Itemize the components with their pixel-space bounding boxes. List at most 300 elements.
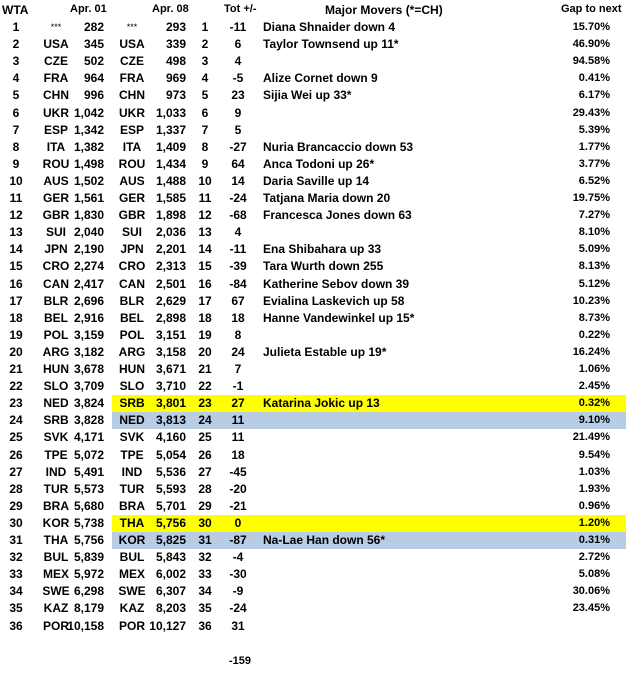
table-row — [0, 583, 632, 600]
points-apr01-cell: 2,040 — [73, 225, 104, 240]
country-apr08-cell: ROU — [118, 156, 146, 171]
total-change-cell: -21 — [229, 498, 247, 513]
country-apr08-cell: BUL — [119, 550, 145, 565]
rank-apr08-cell: 2 — [201, 37, 209, 52]
rank-cell: 6 — [12, 105, 20, 120]
points-apr01-cell: 964 — [83, 71, 104, 86]
country-apr01-cell: SLO — [43, 379, 69, 394]
rank-apr08-cell: 34 — [198, 584, 212, 599]
total-change-cell: 67 — [231, 293, 245, 308]
gap-to-next-cell: 1.20% — [578, 516, 610, 529]
total-change-cell: -4 — [232, 550, 244, 565]
major-mover-cell: Na-Lae Han down 56* — [263, 533, 386, 547]
table-row — [0, 361, 632, 378]
rank-apr08-cell: 19 — [198, 327, 212, 342]
country-apr01-cell: POR — [42, 618, 69, 633]
rank-apr08-cell: 31 — [198, 533, 212, 547]
gap-to-next-cell: 23.45% — [572, 602, 610, 615]
header-gap: Gap to next — [561, 3, 622, 15]
points-apr01-cell: 1,382 — [73, 139, 104, 154]
country-apr01-cell: BRA — [43, 498, 69, 513]
gap-to-next-cell: 5.39% — [578, 123, 610, 136]
major-mover-cell: Katherine Sebov down 39 — [263, 276, 410, 291]
country-apr01-cell: BEL — [44, 310, 68, 325]
table-row — [0, 87, 632, 104]
points-apr01-cell: 2,190 — [73, 242, 104, 257]
points-apr08-cell: 1,409 — [155, 139, 186, 154]
country-apr01-cell: CHN — [43, 88, 69, 103]
rank-apr08-cell: 8 — [201, 139, 209, 154]
table-row — [0, 276, 632, 293]
rank-cell: 9 — [12, 156, 20, 171]
header-wta: WTA — [2, 3, 29, 17]
table-row — [0, 481, 632, 498]
points-apr01-cell: 5,072 — [73, 447, 104, 462]
points-apr01-cell: 3,709 — [73, 379, 104, 394]
rank-apr08-cell: 7 — [201, 122, 209, 137]
points-apr01-cell: 8,179 — [73, 601, 104, 616]
points-apr01-cell: 4,171 — [73, 430, 104, 445]
country-apr08-cell: POL — [119, 327, 145, 342]
points-apr08-cell: 1,585 — [155, 191, 186, 205]
country-apr01-cell: ARG — [42, 344, 70, 359]
country-apr01-cell: BLR — [43, 293, 69, 308]
header-tot: Tot +/- — [224, 3, 257, 15]
table-row — [0, 515, 632, 532]
total-change-cell: -87 — [229, 533, 247, 547]
rank-cell: 25 — [9, 430, 23, 445]
table-row — [0, 139, 632, 156]
points-apr08-cell: 2,036 — [155, 225, 186, 240]
points-apr01-cell: 5,756 — [73, 533, 104, 547]
gap-to-next-cell: 6.52% — [578, 174, 610, 187]
country-apr08-cell: KAZ — [119, 601, 145, 616]
gap-to-next-cell: 7.27% — [578, 209, 610, 222]
gap-to-next-cell: 0.31% — [578, 534, 610, 546]
points-apr08-cell: 10,127 — [149, 618, 186, 633]
table-row — [0, 395, 632, 412]
total-change-cell: -20 — [229, 481, 247, 496]
total-change-cell: -39 — [229, 259, 247, 274]
rank-cell: 4 — [12, 71, 20, 86]
points-apr08-cell: 3,710 — [155, 379, 186, 394]
rank-cell: 13 — [9, 225, 23, 240]
gap-to-next-cell: 0.32% — [578, 397, 610, 410]
total-change-cell: 24 — [231, 344, 245, 359]
rank-cell: 27 — [9, 464, 23, 479]
rank-apr08-cell: 32 — [198, 550, 212, 565]
total-change-cell: -68 — [229, 208, 247, 223]
table-row — [0, 156, 632, 173]
rank-cell: 7 — [12, 122, 20, 137]
table-row — [0, 53, 632, 70]
country-apr08-cell: CHN — [119, 88, 145, 103]
country-apr01-cell: *** — [50, 22, 62, 32]
rank-cell: 5 — [12, 88, 20, 103]
total-change-cell: 9 — [234, 105, 242, 120]
gap-to-next-cell: 10.23% — [572, 294, 610, 307]
gap-to-next-cell: 16.24% — [572, 345, 610, 358]
total-change-cell: -5 — [232, 71, 244, 86]
gap-to-next-cell: 8.13% — [578, 260, 610, 273]
country-apr01-cell: KAZ — [43, 601, 69, 616]
table-row — [0, 532, 632, 549]
rank-apr08-cell: 28 — [198, 481, 212, 496]
country-apr08-cell: JPN — [120, 242, 144, 257]
total-change-cell: 14 — [231, 173, 245, 188]
points-apr08-cell: 3,813 — [155, 413, 186, 428]
rank-apr08-cell: 27 — [198, 464, 212, 479]
points-apr08-cell: 5,843 — [155, 550, 186, 565]
country-apr08-cell: ITA — [122, 139, 142, 154]
total-change-cell: -9 — [232, 584, 244, 599]
points-apr08-cell: 6,307 — [155, 584, 186, 599]
points-apr08-cell: 1,033 — [155, 105, 186, 120]
major-mover-cell: Sijia Wei up 33* — [263, 88, 352, 103]
table-row — [0, 241, 632, 258]
gap-to-next-cell: 6.17% — [578, 89, 610, 102]
header-apr08: Apr. 08 — [152, 3, 189, 15]
country-apr08-cell: FRA — [119, 71, 145, 86]
points-apr08-cell: 2,501 — [155, 276, 186, 291]
total-change-cell: 0 — [234, 515, 242, 530]
country-apr08-cell: TPE — [120, 447, 144, 462]
major-mover-cell: Julieta Estable up 19* — [263, 344, 387, 359]
points-apr08-cell: 3,671 — [155, 362, 186, 376]
points-apr08-cell: 1,488 — [155, 173, 186, 188]
country-apr08-cell: BEL — [120, 310, 144, 325]
rank-cell: 8 — [12, 139, 20, 154]
country-apr01-cell: CZE — [44, 54, 68, 69]
country-apr01-cell: MEX — [42, 567, 69, 582]
rank-apr08-cell: 30 — [198, 515, 212, 530]
table-row — [0, 258, 632, 275]
rank-cell: 12 — [9, 208, 23, 223]
total-change: -159 — [228, 655, 252, 667]
major-mover-cell: Daria Saville up 14 — [263, 173, 370, 188]
points-apr08-cell: 6,002 — [155, 567, 186, 582]
points-apr08-cell: 2,629 — [155, 293, 186, 308]
rank-cell: 19 — [9, 327, 23, 342]
country-apr08-cell: TUR — [119, 481, 145, 496]
total-change-cell: 11 — [231, 413, 245, 428]
country-apr01-cell: CRO — [42, 259, 70, 274]
total-change-cell: -27 — [229, 139, 247, 154]
rank-apr08-cell: 24 — [198, 413, 212, 428]
total-change-cell: -24 — [229, 191, 247, 205]
gap-to-next-cell: 2.72% — [578, 551, 610, 564]
major-mover-cell: Anca Todoni up 26* — [263, 156, 375, 171]
rank-cell: 22 — [9, 379, 23, 394]
table-row — [0, 600, 632, 617]
gap-to-next-cell: 5.09% — [578, 243, 610, 256]
table-row — [0, 464, 632, 481]
rank-apr08-cell: 11 — [198, 191, 212, 205]
country-apr01-cell: CAN — [43, 276, 69, 291]
country-apr08-cell: ARG — [118, 344, 146, 359]
rank-cell: 26 — [9, 447, 23, 462]
table-row — [0, 310, 632, 327]
gap-to-next-cell: 46.90% — [572, 38, 610, 51]
major-mover-cell: Francesca Jones down 63 — [263, 208, 412, 223]
points-apr08-cell: 3,158 — [155, 344, 186, 359]
country-apr08-cell: BLR — [119, 293, 145, 308]
points-apr08-cell: 5,054 — [155, 447, 186, 462]
total-change-cell: -84 — [229, 276, 247, 291]
country-apr08-cell: SWE — [118, 584, 146, 599]
gap-to-next-cell: 15.70% — [572, 21, 610, 33]
points-apr08-cell: 969 — [165, 71, 186, 86]
country-apr01-cell: FRA — [43, 71, 69, 86]
total-change-cell: 31 — [231, 618, 245, 633]
rank-apr08-cell: 1 — [201, 20, 209, 34]
points-apr01-cell: 1,561 — [73, 191, 104, 205]
rank-cell: 31 — [9, 533, 23, 547]
gap-to-next-cell: 9.10% — [578, 414, 610, 427]
points-apr01-cell: 1,342 — [73, 122, 104, 137]
points-apr08-cell: 498 — [165, 54, 186, 69]
table-row — [0, 327, 632, 344]
rank-cell: 16 — [9, 276, 23, 291]
points-apr08-cell: 5,756 — [155, 515, 186, 530]
total-change-cell: 4 — [234, 225, 242, 240]
country-apr01-cell: NED — [43, 396, 69, 411]
country-apr01-cell: SRB — [43, 413, 69, 428]
rank-apr08-cell: 26 — [198, 447, 212, 462]
points-apr01-cell: 10,158 — [67, 618, 104, 633]
country-apr01-cell: JPN — [44, 242, 68, 257]
total-change-cell: -24 — [229, 601, 247, 616]
major-mover-cell: Diana Shnaider down 4 — [263, 20, 396, 34]
country-apr08-cell: CRO — [118, 259, 146, 274]
rank-cell: 30 — [9, 515, 23, 530]
gap-to-next-cell: 21.49% — [572, 431, 610, 444]
gap-to-next-cell: 1.93% — [578, 482, 610, 495]
rank-cell: 28 — [9, 481, 23, 496]
country-apr01-cell: POL — [43, 327, 69, 342]
country-apr01-cell: SVK — [43, 430, 69, 445]
gap-to-next-cell: 1.06% — [578, 363, 610, 375]
points-apr08-cell: 1,337 — [155, 122, 186, 137]
rank-apr08-cell: 33 — [198, 567, 212, 582]
total-change-cell: -11 — [229, 242, 247, 257]
country-apr01-cell: GER — [42, 191, 69, 205]
total-change-cell: -45 — [229, 464, 247, 479]
gap-to-next-cell: 5.08% — [578, 568, 610, 581]
rank-apr08-cell: 6 — [201, 105, 209, 120]
rank-cell: 34 — [9, 584, 23, 599]
rank-cell: 20 — [9, 344, 23, 359]
table-row — [0, 190, 632, 207]
table-row — [0, 105, 632, 122]
rank-apr08-cell: 36 — [198, 618, 212, 633]
gap-to-next-cell: 29.43% — [572, 106, 610, 119]
points-apr01-cell: 2,274 — [73, 259, 104, 274]
rank-cell: 1 — [12, 20, 20, 34]
header-apr01: Apr. 01 — [70, 3, 107, 15]
country-apr01-cell: IND — [45, 464, 67, 479]
country-apr08-cell: MEX — [118, 567, 145, 582]
country-apr01-cell: KOR — [42, 515, 70, 530]
points-apr01-cell: 3,182 — [73, 344, 104, 359]
rank-apr08-cell: 5 — [201, 88, 209, 103]
points-apr01-cell: 5,491 — [73, 464, 104, 479]
rank-cell: 3 — [12, 54, 20, 69]
total-change-cell: 4 — [234, 54, 242, 69]
points-apr08-cell: 339 — [165, 37, 186, 52]
rank-cell: 14 — [9, 242, 23, 257]
table-row — [0, 36, 632, 53]
rank-apr08-cell: 22 — [198, 379, 212, 394]
country-apr08-cell: POR — [118, 618, 145, 633]
points-apr01-cell: 345 — [83, 37, 104, 52]
country-apr08-cell: CAN — [119, 276, 145, 291]
country-apr08-cell: HUN — [119, 362, 145, 376]
points-apr01-cell: 6,298 — [73, 584, 104, 599]
gap-to-next-cell: 94.58% — [572, 55, 610, 68]
country-apr01-cell: BUL — [43, 550, 69, 565]
points-apr08-cell: 2,898 — [155, 310, 186, 325]
rank-apr08-cell: 10 — [198, 173, 212, 188]
country-apr08-cell: AUS — [119, 173, 145, 188]
major-mover-cell: Ena Shibahara up 33 — [263, 242, 382, 257]
major-mover-cell: Evialina Laskevich up 58 — [263, 293, 405, 308]
country-apr01-cell: ESP — [43, 122, 68, 137]
total-change-cell: 18 — [231, 310, 245, 325]
country-apr08-cell: SRB — [119, 396, 145, 411]
table-row — [0, 447, 632, 464]
gap-to-next-cell: 0.41% — [578, 72, 610, 85]
country-apr08-cell: *** — [126, 22, 138, 32]
rank-cell: 33 — [9, 567, 23, 582]
total-change-cell: 6 — [234, 37, 242, 52]
gap-to-next-cell: 2.45% — [578, 380, 610, 393]
rank-apr08-cell: 18 — [198, 310, 212, 325]
points-apr08-cell: 5,825 — [155, 533, 186, 547]
table-row — [0, 378, 632, 395]
gap-to-next-cell: 3.77% — [578, 157, 610, 170]
rank-apr08-cell: 25 — [198, 430, 212, 445]
points-apr01-cell: 1,502 — [73, 173, 104, 188]
rank-apr08-cell: 23 — [198, 396, 212, 411]
table-row — [0, 549, 632, 566]
points-apr01-cell: 1,498 — [73, 156, 104, 171]
points-apr08-cell: 1,898 — [155, 208, 186, 223]
points-apr08-cell: 2,313 — [155, 259, 186, 274]
points-apr01-cell: 3,824 — [73, 396, 104, 411]
major-mover-cell: Tatjana Maria down 20 — [263, 191, 391, 205]
country-apr01-cell: ROU — [42, 156, 70, 171]
table-row — [0, 173, 632, 190]
points-apr01-cell: 1,042 — [73, 105, 104, 120]
points-apr01-cell: 2,916 — [73, 310, 104, 325]
points-apr08-cell: 5,593 — [155, 481, 186, 496]
points-apr08-cell: 5,701 — [155, 498, 186, 513]
points-apr01-cell: 5,972 — [73, 567, 104, 582]
rank-cell: 15 — [9, 259, 23, 274]
country-apr08-cell: ESP — [119, 122, 144, 137]
country-apr08-cell: BRA — [119, 498, 145, 513]
points-apr01-cell: 996 — [83, 88, 104, 103]
table-row — [0, 293, 632, 310]
rank-apr08-cell: 3 — [201, 54, 209, 69]
points-apr08-cell: 8,203 — [155, 601, 186, 616]
points-apr01-cell: 282 — [83, 20, 104, 34]
gap-to-next-cell: 1.77% — [578, 140, 610, 153]
major-mover-cell: Katarina Jokic up 13 — [263, 396, 380, 411]
country-apr08-cell: NED — [119, 413, 145, 428]
rank-cell: 36 — [9, 618, 23, 633]
major-mover-cell: Nuria Brancaccio down 53 — [263, 139, 414, 154]
points-apr01-cell: 5,738 — [73, 515, 104, 530]
total-change-cell: 11 — [231, 430, 245, 445]
points-apr08-cell: 4,160 — [155, 430, 186, 445]
rank-cell: 24 — [9, 413, 23, 428]
country-apr08-cell: SLO — [119, 379, 145, 394]
country-apr01-cell: SUI — [45, 225, 66, 240]
rank-apr08-cell: 21 — [198, 362, 212, 376]
gap-to-next-cell: 19.75% — [572, 192, 610, 204]
points-apr01-cell: 1,830 — [73, 208, 104, 223]
table-row — [0, 498, 632, 515]
points-apr01-cell: 2,696 — [73, 293, 104, 308]
total-change-cell: 8 — [234, 327, 242, 342]
rank-cell: 2 — [12, 37, 20, 52]
rank-apr08-cell: 15 — [198, 259, 212, 274]
country-apr01-cell: GBR — [42, 208, 70, 223]
rank-apr08-cell: 14 — [198, 242, 212, 257]
major-mover-cell: Alize Cornet down 9 — [263, 71, 378, 86]
country-apr01-cell: USA — [43, 37, 69, 52]
country-apr01-cell: SWE — [42, 584, 70, 599]
rank-cell: 21 — [9, 362, 23, 376]
table-row — [0, 566, 632, 583]
rank-apr08-cell: 4 — [201, 71, 209, 86]
country-apr08-cell: UKR — [119, 105, 145, 120]
major-mover-cell: Hanne Vandewinkel up 15* — [263, 310, 415, 325]
table-row — [0, 70, 632, 87]
rank-cell: 11 — [9, 191, 23, 205]
total-change-cell: 7 — [234, 362, 242, 376]
total-change-cell: -30 — [229, 567, 247, 582]
major-mover-cell: Taylor Townsend up 11* — [263, 37, 399, 52]
points-apr01-cell: 5,839 — [73, 550, 104, 565]
country-apr08-cell: SVK — [119, 430, 145, 445]
total-change-cell: 18 — [231, 447, 245, 462]
rank-apr08-cell: 16 — [198, 276, 212, 291]
gap-to-next-cell: 0.96% — [578, 499, 610, 512]
rank-cell: 10 — [9, 173, 23, 188]
points-apr08-cell: 2,201 — [155, 242, 186, 257]
points-apr01-cell: 5,573 — [73, 481, 104, 496]
rank-apr08-cell: 29 — [198, 498, 212, 513]
points-apr01-cell: 2,417 — [73, 276, 104, 291]
points-apr08-cell: 973 — [165, 88, 186, 103]
total-change-cell: 23 — [231, 88, 245, 103]
total-change-cell: 5 — [234, 122, 242, 137]
rank-apr08-cell: 35 — [198, 601, 212, 616]
country-apr08-cell: THA — [119, 515, 145, 530]
points-apr08-cell: 293 — [165, 20, 186, 34]
country-apr01-cell: TPE — [44, 447, 68, 462]
rank-apr08-cell: 9 — [201, 156, 209, 171]
table-row — [0, 224, 632, 241]
country-apr01-cell: TUR — [43, 481, 69, 496]
gap-to-next-cell: 8.10% — [578, 226, 610, 239]
points-apr08-cell: 1,434 — [155, 156, 186, 171]
total-change-cell: -11 — [229, 20, 247, 34]
rank-apr08-cell: 20 — [198, 344, 212, 359]
